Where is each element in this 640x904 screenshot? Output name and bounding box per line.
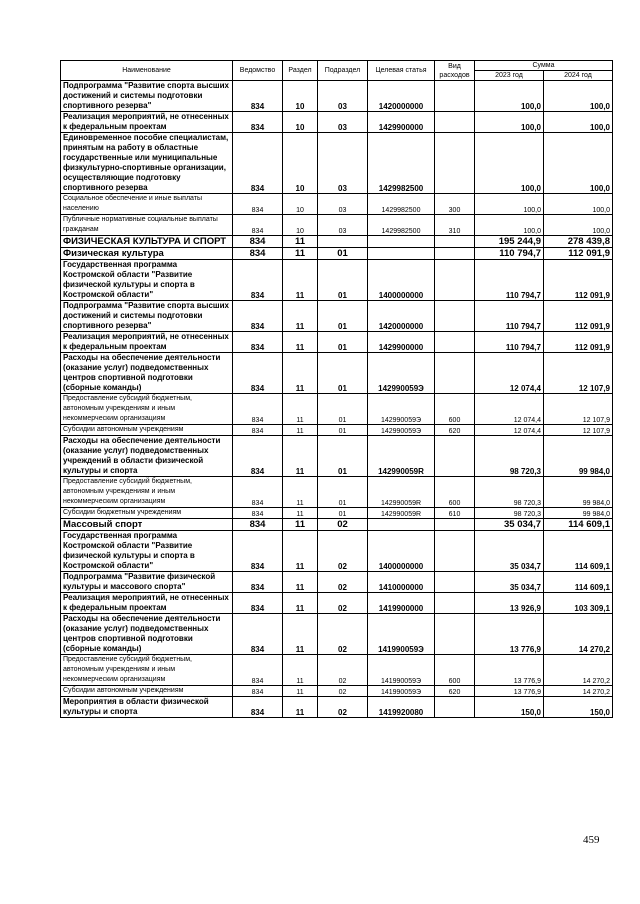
row-target: 1429900000 (368, 332, 435, 353)
row-section: 11 (283, 332, 318, 353)
row-amount-2024: 114 609,1 (544, 519, 613, 531)
row-amount-2024: 100,0 (544, 133, 613, 194)
row-dept: 834 (233, 112, 283, 133)
row-amount-2023: 12 074,4 (475, 394, 544, 425)
row-amount-2024: 14 270,2 (544, 614, 613, 655)
row-expense-type: 620 (435, 425, 475, 436)
row-amount-2024: 99 984,0 (544, 436, 613, 477)
row-target: 142990059Э (368, 425, 435, 436)
row-amount-2023: 195 244,9 (475, 236, 544, 248)
row-section: 11 (283, 353, 318, 394)
row-amount-2023: 12 074,4 (475, 425, 544, 436)
table-row (61, 81, 613, 112)
row-subsection: 02 (318, 519, 368, 531)
row-expense-type (435, 614, 475, 655)
row-amount-2023: 110 794,7 (475, 260, 544, 301)
row-subsection: 02 (318, 614, 368, 655)
row-target: 1410000000 (368, 572, 435, 593)
header-year-2023: 2023 год (475, 71, 544, 81)
row-dept: 834 (233, 81, 283, 112)
row-name: Предоставление субсидий бюджетным, автономным учреждениям и иным некоммерческим организациям (61, 477, 233, 508)
row-section: 11 (283, 655, 318, 686)
row-section: 10 (283, 194, 318, 215)
row-dept: 834 (233, 508, 283, 519)
row-target: 1400000000 (368, 260, 435, 301)
row-amount-2024: 112 091,9 (544, 248, 613, 260)
table-row (61, 655, 613, 686)
table-row (61, 477, 613, 508)
row-section: 11 (283, 531, 318, 572)
row-expense-type (435, 697, 475, 718)
table-row (61, 133, 613, 194)
row-amount-2024: 150,0 (544, 697, 613, 718)
table-row (61, 593, 613, 614)
row-target: 142990059R (368, 508, 435, 519)
row-dept: 834 (233, 686, 283, 697)
row-amount-2023: 13 776,9 (475, 655, 544, 686)
row-section: 11 (283, 248, 318, 260)
row-dept: 834 (233, 215, 283, 236)
row-amount-2023: 100,0 (475, 194, 544, 215)
row-amount-2024: 100,0 (544, 215, 613, 236)
row-target: 141990059Э (368, 655, 435, 686)
table-row (61, 394, 613, 425)
row-subsection: 01 (318, 508, 368, 519)
row-section: 11 (283, 236, 318, 248)
table-row (61, 236, 613, 248)
row-section: 10 (283, 215, 318, 236)
row-name: Реализация мероприятий, не отнесенных к федеральным проектам (61, 112, 233, 133)
table-row (61, 686, 613, 697)
header-sum: Сумма (475, 61, 613, 71)
table-row (61, 572, 613, 593)
row-dept: 834 (233, 436, 283, 477)
table-row (61, 260, 613, 301)
row-amount-2023: 35 034,7 (475, 572, 544, 593)
row-amount-2023: 35 034,7 (475, 531, 544, 572)
row-name: Реализация мероприятий, не отнесенных к федеральным проектам (61, 593, 233, 614)
row-expense-type (435, 236, 475, 248)
table-row (61, 614, 613, 655)
row-amount-2024: 12 107,9 (544, 353, 613, 394)
row-expense-type: 600 (435, 394, 475, 425)
row-target: 1419900000 (368, 593, 435, 614)
row-name: Субсидии автономным учреждениям (61, 686, 233, 697)
row-expense-type: 600 (435, 655, 475, 686)
row-amount-2024: 12 107,9 (544, 425, 613, 436)
table-row (61, 301, 613, 332)
row-expense-type: 300 (435, 194, 475, 215)
row-name: Субсидии автономным учреждениям (61, 425, 233, 436)
row-expense-type (435, 572, 475, 593)
row-subsection: 01 (318, 425, 368, 436)
row-target: 1419920080 (368, 697, 435, 718)
row-name: Предоставление субсидий бюджетным, автономным учреждениям и иным некоммерческим организациям (61, 394, 233, 425)
row-target (368, 248, 435, 260)
row-section: 11 (283, 572, 318, 593)
header-expense-type: Вид расходов (435, 61, 475, 81)
row-target: 142990059R (368, 436, 435, 477)
row-subsection: 02 (318, 593, 368, 614)
row-dept: 834 (233, 477, 283, 508)
row-name: Расходы на обеспечение деятельности (оказание услуг) подведомственных учреждений в области физической культуры и спорта (61, 436, 233, 477)
row-dept: 834 (233, 248, 283, 260)
row-dept: 834 (233, 301, 283, 332)
row-name: Предоставление субсидий бюджетным, автономным учреждениям и иным некоммерческим организациям (61, 655, 233, 686)
row-amount-2024: 14 270,2 (544, 686, 613, 697)
row-expense-type (435, 593, 475, 614)
budget-table (60, 60, 613, 718)
row-subsection: 01 (318, 394, 368, 425)
row-name: Государственная программа Костромской области "Развитие физической культуры и спорта в Костромской области" (61, 260, 233, 301)
row-amount-2024: 278 439,8 (544, 236, 613, 248)
table-row (61, 215, 613, 236)
row-amount-2023: 110 794,7 (475, 248, 544, 260)
row-expense-type: 620 (435, 686, 475, 697)
row-section: 11 (283, 697, 318, 718)
row-target: 142990059Э (368, 353, 435, 394)
row-section: 10 (283, 133, 318, 194)
row-subsection: 03 (318, 81, 368, 112)
row-subsection: 01 (318, 332, 368, 353)
row-target (368, 519, 435, 531)
row-name: Расходы на обеспечение деятельности (оказание услуг) подведомственных центров спортивной подготовки (сборные команды) (61, 353, 233, 394)
row-subsection: 01 (318, 436, 368, 477)
row-amount-2023: 12 074,4 (475, 353, 544, 394)
header-dept: Ведомство (233, 61, 283, 81)
table-row (61, 112, 613, 133)
row-name: Субсидии бюджетным учреждениям (61, 508, 233, 519)
table-row (61, 519, 613, 531)
row-target: 142990059Э (368, 394, 435, 425)
row-amount-2024: 100,0 (544, 194, 613, 215)
row-amount-2023: 100,0 (475, 112, 544, 133)
row-dept: 834 (233, 593, 283, 614)
row-name: Государственная программа Костромской области "Развитие физической культуры и спорта в Костромской области" (61, 531, 233, 572)
row-target: 1400000000 (368, 531, 435, 572)
header-subsection: Подраздел (318, 61, 368, 81)
row-dept: 834 (233, 697, 283, 718)
row-section: 10 (283, 112, 318, 133)
row-section: 11 (283, 519, 318, 531)
row-subsection: 03 (318, 194, 368, 215)
row-subsection: 03 (318, 112, 368, 133)
row-section: 11 (283, 686, 318, 697)
row-section: 11 (283, 508, 318, 519)
row-target: 1429982500 (368, 133, 435, 194)
row-subsection: 02 (318, 686, 368, 697)
row-section: 11 (283, 394, 318, 425)
row-expense-type (435, 81, 475, 112)
row-section: 11 (283, 260, 318, 301)
row-name: Реализация мероприятий, не отнесенных к федеральным проектам (61, 332, 233, 353)
row-section: 11 (283, 425, 318, 436)
row-amount-2024: 12 107,9 (544, 394, 613, 425)
row-expense-type: 600 (435, 477, 475, 508)
table-body (61, 81, 613, 718)
row-name: Социальное обеспечение и иные выплаты населению (61, 194, 233, 215)
row-subsection: 03 (318, 215, 368, 236)
row-amount-2023: 100,0 (475, 133, 544, 194)
row-name: Подпрограмма "Развитие спорта высших достижений и системы подготовки спортивного резерва" (61, 81, 233, 112)
row-target: 141990059Э (368, 686, 435, 697)
row-dept: 834 (233, 531, 283, 572)
row-expense-type (435, 332, 475, 353)
table-row (61, 194, 613, 215)
row-amount-2024: 103 309,1 (544, 593, 613, 614)
row-amount-2024: 100,0 (544, 112, 613, 133)
row-dept: 834 (233, 133, 283, 194)
row-name: Единовременное пособие специалистам, принятым на работу в областные государственные или муниципальные физкультурно-спортивные организации, осуществляющие подготовку спортивного резерва (61, 133, 233, 194)
table-row (61, 248, 613, 260)
row-subsection: 01 (318, 477, 368, 508)
row-section: 10 (283, 81, 318, 112)
row-target: 141990059Э (368, 614, 435, 655)
row-subsection: 01 (318, 248, 368, 260)
row-expense-type (435, 353, 475, 394)
row-amount-2024: 112 091,9 (544, 301, 613, 332)
row-name: Физическая культура (61, 248, 233, 260)
row-dept: 834 (233, 519, 283, 531)
row-section: 11 (283, 614, 318, 655)
row-subsection: 01 (318, 260, 368, 301)
row-amount-2023: 110 794,7 (475, 301, 544, 332)
row-name: Публичные нормативные социальные выплаты гражданам (61, 215, 233, 236)
row-expense-type (435, 112, 475, 133)
row-dept: 834 (233, 353, 283, 394)
row-amount-2024: 114 609,1 (544, 572, 613, 593)
row-subsection: 02 (318, 655, 368, 686)
row-amount-2023: 98 720,3 (475, 508, 544, 519)
row-amount-2023: 13 926,9 (475, 593, 544, 614)
row-amount-2023: 110 794,7 (475, 332, 544, 353)
row-target: 1429900000 (368, 112, 435, 133)
row-section: 11 (283, 301, 318, 332)
row-section: 11 (283, 477, 318, 508)
row-amount-2024: 112 091,9 (544, 260, 613, 301)
row-expense-type (435, 248, 475, 260)
row-target (368, 236, 435, 248)
row-target: 1429982500 (368, 215, 435, 236)
table-row (61, 508, 613, 519)
row-expense-type (435, 436, 475, 477)
row-amount-2024: 112 091,9 (544, 332, 613, 353)
row-dept: 834 (233, 655, 283, 686)
row-amount-2024: 114 609,1 (544, 531, 613, 572)
row-dept: 834 (233, 194, 283, 215)
row-amount-2024: 14 270,2 (544, 655, 613, 686)
row-name: ФИЗИЧЕСКАЯ КУЛЬТУРА И СПОРТ (61, 236, 233, 248)
row-expense-type: 310 (435, 215, 475, 236)
row-dept: 834 (233, 572, 283, 593)
row-amount-2023: 100,0 (475, 81, 544, 112)
header-target: Целевая статья (368, 61, 435, 81)
row-expense-type (435, 531, 475, 572)
row-section: 11 (283, 593, 318, 614)
row-expense-type (435, 519, 475, 531)
row-target: 1420000000 (368, 301, 435, 332)
row-name: Подпрограмма "Развитие спорта высших достижений и системы подготовки спортивного резерва" (61, 301, 233, 332)
table-row (61, 332, 613, 353)
row-dept: 834 (233, 332, 283, 353)
row-subsection: 02 (318, 572, 368, 593)
row-target: 1429982500 (368, 194, 435, 215)
row-amount-2023: 98 720,3 (475, 477, 544, 508)
row-expense-type: 610 (435, 508, 475, 519)
header-name: Наименование (61, 61, 233, 81)
row-amount-2023: 13 776,9 (475, 686, 544, 697)
row-subsection: 01 (318, 353, 368, 394)
row-expense-type (435, 133, 475, 194)
row-dept: 834 (233, 394, 283, 425)
row-subsection: 02 (318, 531, 368, 572)
row-dept: 834 (233, 614, 283, 655)
row-expense-type (435, 260, 475, 301)
row-expense-type (435, 301, 475, 332)
row-dept: 834 (233, 236, 283, 248)
table-row (61, 697, 613, 718)
page-number: 459 (583, 834, 600, 846)
row-subsection: 03 (318, 133, 368, 194)
row-name: Мероприятия в области физической культуры и спорта (61, 697, 233, 718)
header-year-2024: 2024 год (544, 71, 613, 81)
row-amount-2023: 98 720,3 (475, 436, 544, 477)
table-row (61, 436, 613, 477)
row-dept: 834 (233, 425, 283, 436)
row-target: 142990059R (368, 477, 435, 508)
row-amount-2023: 100,0 (475, 215, 544, 236)
row-target: 1420000000 (368, 81, 435, 112)
row-amount-2023: 35 034,7 (475, 519, 544, 531)
row-section: 11 (283, 436, 318, 477)
table-row (61, 531, 613, 572)
row-amount-2023: 150,0 (475, 697, 544, 718)
row-amount-2023: 13 776,9 (475, 614, 544, 655)
header-section: Раздел (283, 61, 318, 81)
row-name: Подпрограмма "Развитие физической культуры и массового спорта" (61, 572, 233, 593)
row-subsection (318, 236, 368, 248)
row-amount-2024: 99 984,0 (544, 477, 613, 508)
row-dept: 834 (233, 260, 283, 301)
row-subsection: 01 (318, 301, 368, 332)
row-amount-2024: 99 984,0 (544, 508, 613, 519)
row-name: Массовый спорт (61, 519, 233, 531)
table-row (61, 353, 613, 394)
table-row (61, 425, 613, 436)
row-subsection: 02 (318, 697, 368, 718)
row-name: Расходы на обеспечение деятельности (оказание услуг) подведомственных центров спортивной подготовки (сборные команды) (61, 614, 233, 655)
row-amount-2024: 100,0 (544, 81, 613, 112)
